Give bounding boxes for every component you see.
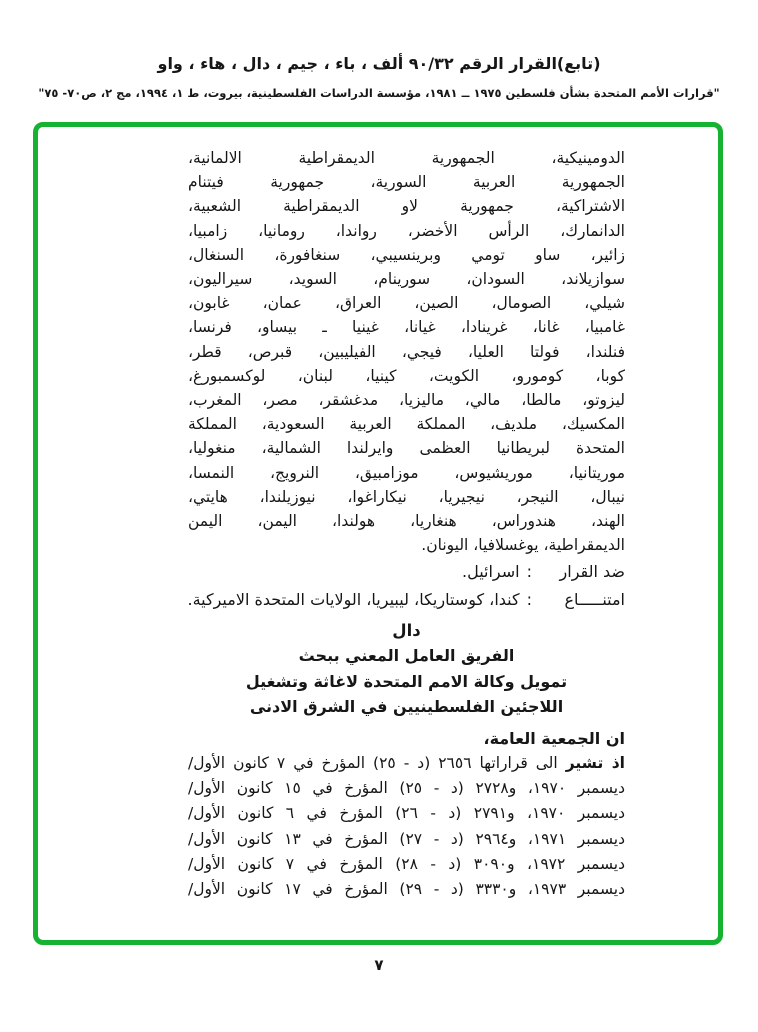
recall-line: ديسمبر ١٩٧٠، و٢٧٢٨ (د - ٢٥) المؤرخ في ١٥ كانون الأول/ [188, 779, 625, 798]
page-number: ٧ [374, 956, 384, 974]
text-column [188, 146, 625, 902]
country-list-line: شيلي، الصومال، الصين، العراق، عمان، غابون، [188, 294, 625, 313]
country-list-line: الهند، هندوراس، هنغاريا، هولندا، اليمن، اليمن [188, 512, 625, 531]
vote-abstain-colon: : [526, 590, 532, 610]
section-heading-line: الفريق العامل المعني ببحث [298, 646, 515, 666]
country-list-line: المكسيك، ملديف، المملكة العربية السعودية، المملكة [188, 415, 625, 434]
vote-against-label: ضد القرار [559, 562, 625, 582]
vote-abstain-value: كندا، كوستاريكا، ليبيريا، الولايات المتحدة الاميركية. [187, 590, 520, 610]
source-citation: "قرارات الأمم المتحدة بشأن فلسطين ١٩٧٥ ــ ١٩٨١، مؤسسة الدراسات الفلسطينية، بيروت، ط ١، ١٩٩٤، مج ٢، ص٧٠- ٧٥" [38, 86, 720, 100]
country-list-line: سوازيلاند، السودان، سورينام، السويد، سيراليون، [188, 270, 625, 289]
section-heading-line: اللاجئين الفلسطينيين في الشرق الادنى [249, 697, 564, 717]
country-list-line: الاشتراكية، جمهورية لاو الديمقراطية الشعبية، [188, 197, 625, 216]
recall-line: ديسمبر ١٩٧٢، و٣٠٩٠ (د - ٢٨) المؤرخ في ٧ كانون الأول/ [188, 854, 625, 873]
recall-paragraph [188, 751, 625, 902]
country-list-line: فنلندا، فولتا العليا، فيجي، الفيليبين، قبرص، قطر، [188, 342, 625, 361]
vote-against-colon: : [526, 562, 532, 582]
country-list-line: المتحدة لبريطانيا العظمى وايرلندا الشمالية، منغوليا، [188, 439, 625, 458]
in-favor-country-list [188, 146, 625, 557]
vote-abstain-label: امتنـــــاع [564, 590, 625, 610]
country-list-line: زائير، ساو تومي وبرينسيبي، سنغافورة، السنغال، [188, 245, 625, 264]
recall-line: ديسمبر ١٩٧٠، و٢٧٩١ (د - ٢٦) المؤرخ في ٦ كانون الأول/ [188, 804, 625, 823]
section-letter-dal: دال [392, 621, 421, 641]
recall-lead-rest: الى قراراتها ٢٦٥٦ (د - ٢٥) المؤرخ في ٧ كانون الأول/ [188, 753, 566, 772]
vote-abstain-row [188, 587, 625, 613]
country-list-line: الديمقراطية، يوغسلافيا، اليونان. [421, 536, 625, 555]
country-list-line: غامبيا، غانا، غرينادا، غيانا، غينيا ـ بيساو، فرنسا، [188, 318, 625, 337]
country-list-line: كوبا، كومورو، الكويت، كينيا، لبنان، لوكسمبورغ، [188, 366, 625, 385]
recall-line: ديسمبر ١٩٧٣، و٣٣٣٠ (د - ٢٩) المؤرخ في ١٧ كانون الأول/ [188, 879, 625, 898]
page-title: (تابع)القرار الرقم ٩٠/٣٢ ألف ، باء ، جيم ، دال ، هاء ، واو [157, 54, 601, 73]
section-heading [188, 643, 625, 720]
recall-bold-lead: اذ تشير [565, 753, 625, 772]
recall-line [188, 751, 625, 776]
vote-against-value: اسرائيل. [462, 562, 520, 582]
section-heading-line: تمويل وكالة الامم المتحدة لاغاثة وتشغيل [245, 671, 568, 691]
preamble-intro: ان الجمعية العامة، [483, 728, 625, 748]
country-list-line: موريتانيا، موريشيوس، موزامبيق، النرويج، النمسا، [188, 463, 625, 482]
vote-against-row [188, 559, 625, 585]
country-list-line: الدانمارك، الرأس الأخضر، رواندا، رومانيا، زامبيا، [188, 221, 625, 240]
country-list-line: الدومينيكية، الجمهورية الديمقراطية الالمانية، [188, 149, 625, 167]
recall-line: ديسمبر ١٩٧١، و٢٩٦٤ (د - ٢٧) المؤرخ في ١٣ كانون الأول/ [188, 829, 625, 848]
highlight-frame [33, 122, 723, 945]
country-list-line: ليزوتو، مالطا، مالي، ماليزيا، مدغشقر، مصر، المغرب، [188, 391, 625, 410]
country-list-line: نيبال، النيجر، نيجيريا، نيكاراغوا، نيوزيلندا، هايتي، [188, 487, 625, 506]
country-list-line: الجمهورية العربية السورية، جمهورية فيتنام [188, 173, 625, 192]
